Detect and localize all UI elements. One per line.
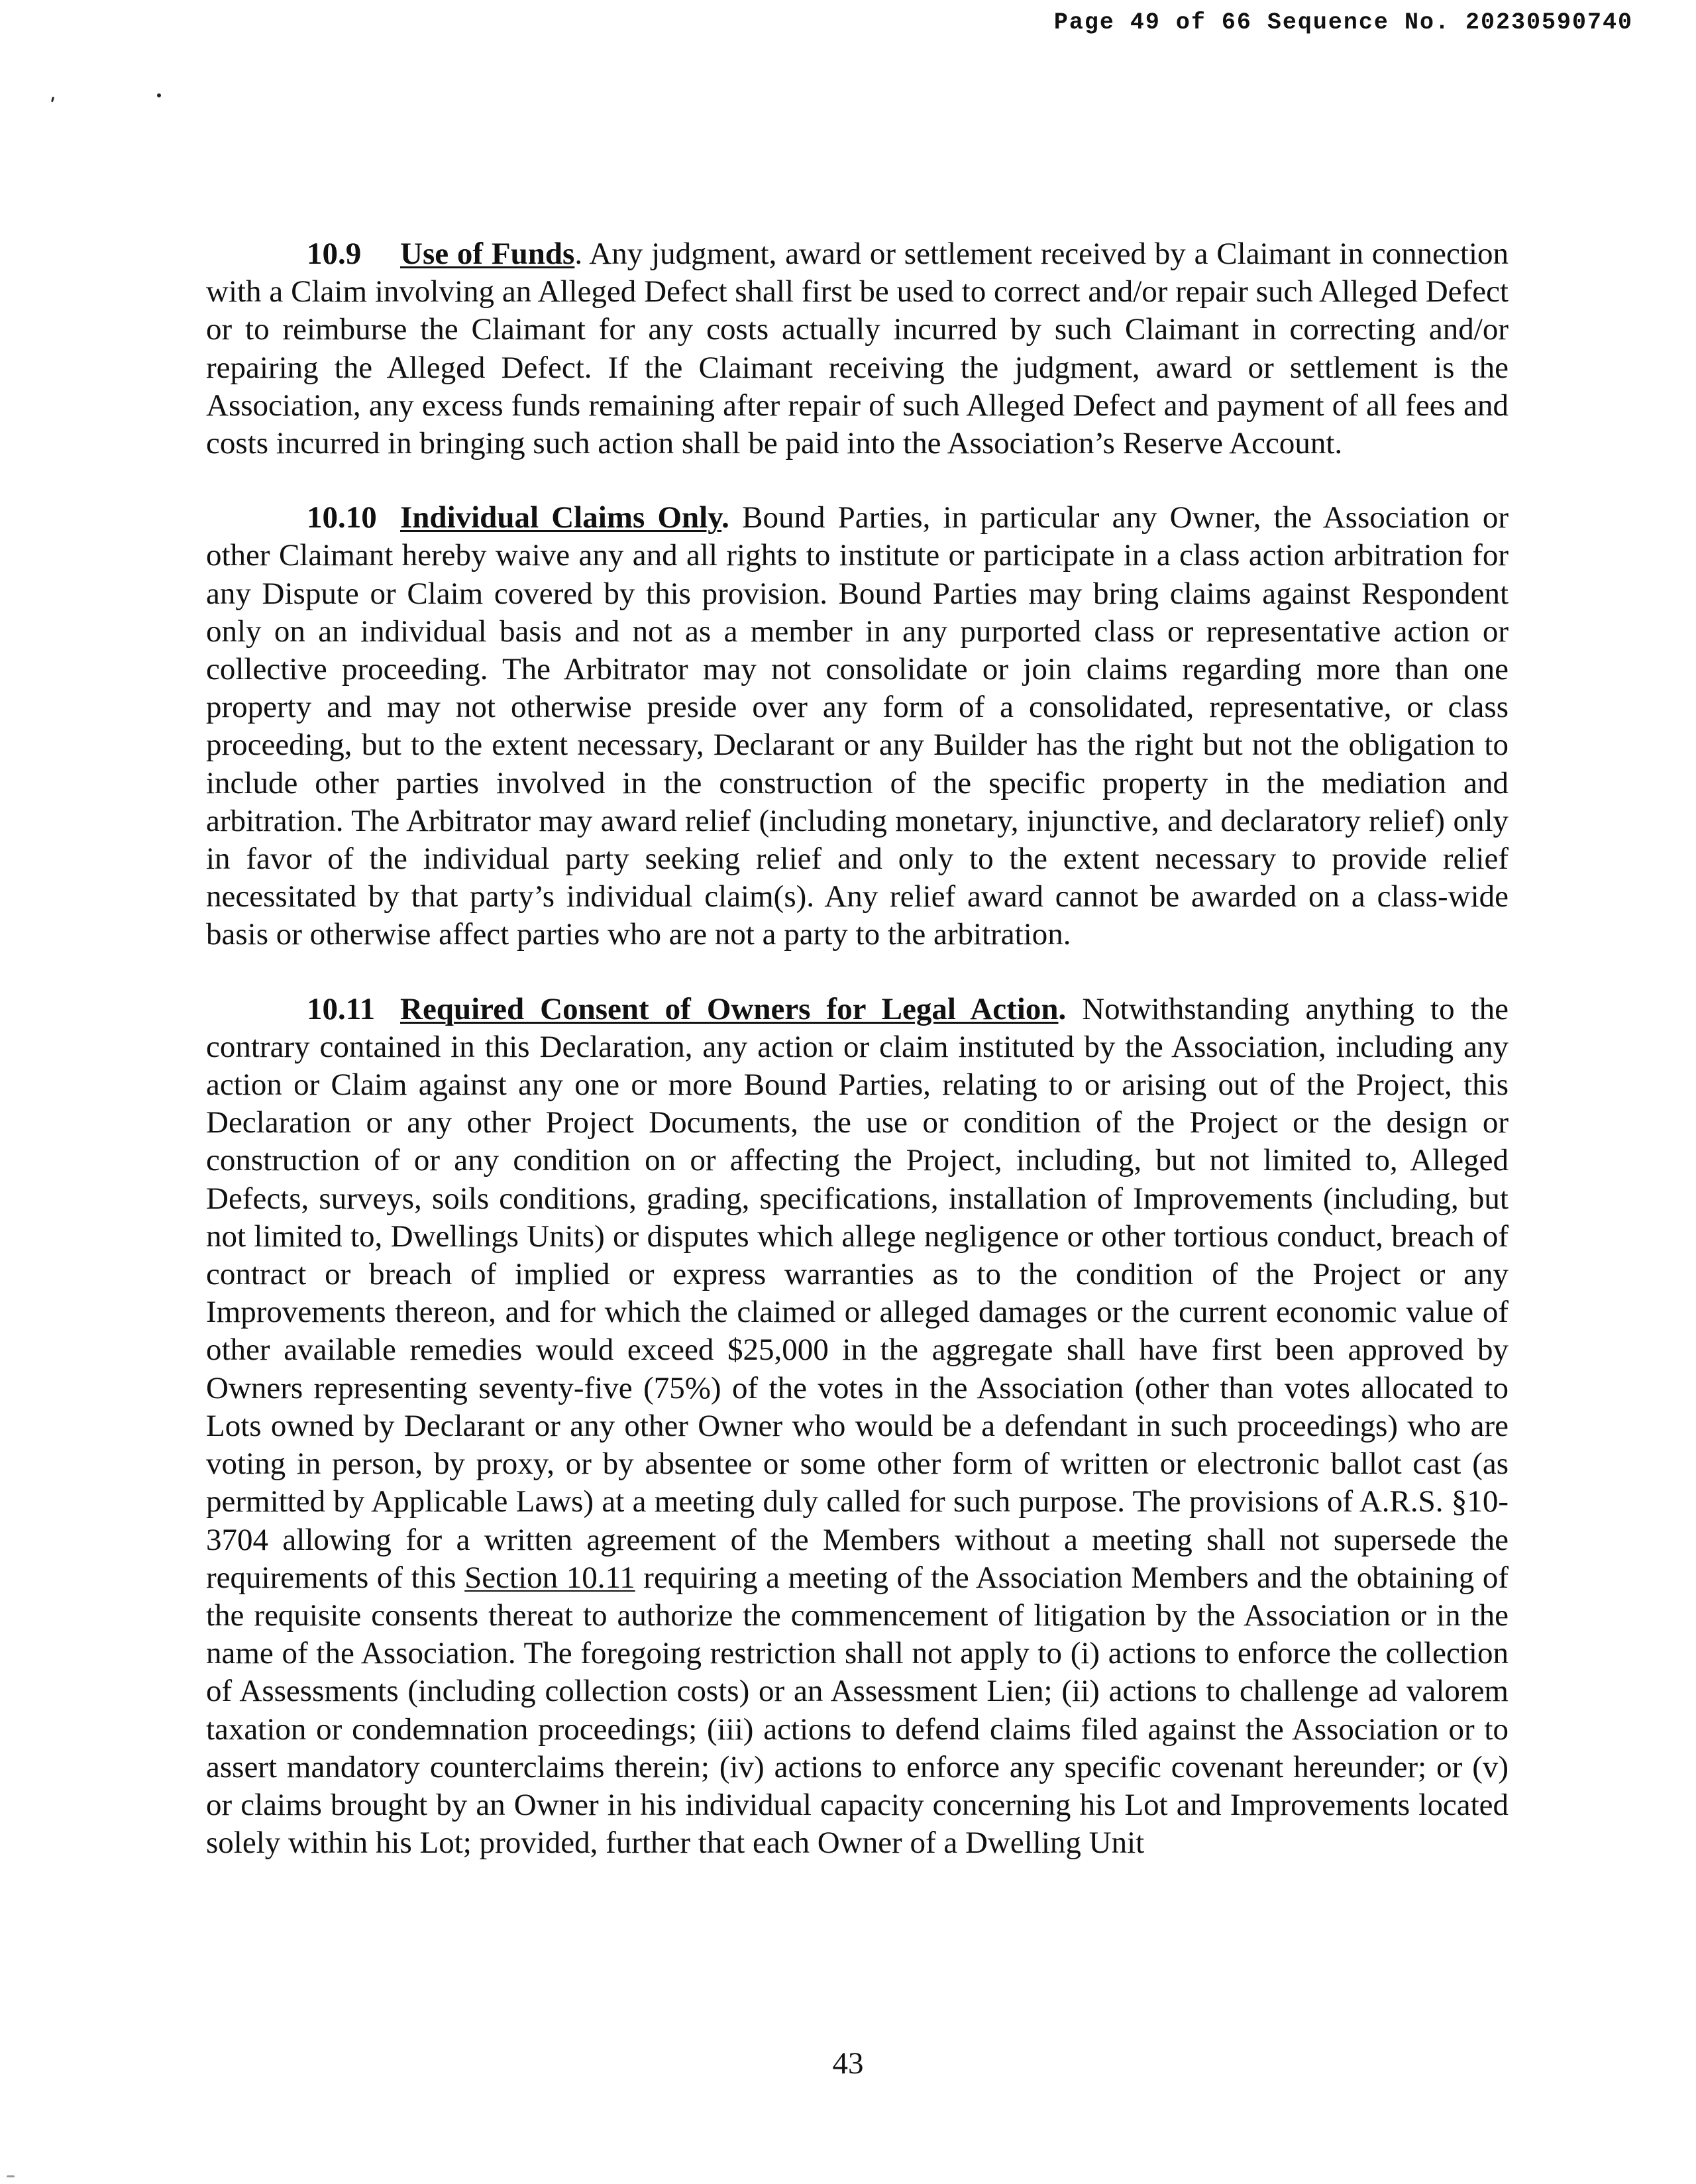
page-number: 43	[832, 2046, 864, 2081]
document-body	[206, 235, 1509, 1898]
section-title: Use of Funds	[400, 237, 575, 271]
section-title-end: .	[574, 237, 583, 271]
scan-speck	[157, 93, 161, 97]
section-title: Individual Claims Only	[400, 500, 722, 535]
section-title-end: .	[721, 500, 729, 535]
section-10-11	[206, 991, 1509, 1863]
section-10-9	[206, 235, 1509, 463]
section-number: 10.10	[307, 500, 377, 535]
section-title: Required Consent of Owners for Legal Action	[400, 991, 1059, 1026]
scan-speck	[51, 97, 54, 103]
section-10-10	[206, 499, 1509, 954]
scan-speck	[7, 2175, 15, 2177]
section-number: 10.9	[307, 237, 362, 271]
section-body: Bound Parties, in particular any Owner, the Association or other Claimant hereby waive any and all rights to institute or participate in a class action arbitration for any Dispute or Claim covered by this provision. Bound Parties may bring claims against Respondent only on an individual basis and not as a member in any purported class or representative action or collective proceeding. The Arbitrator may not consolidate or join claims regarding more than one property and may not otherwise preside over any form of a consolidated, representative, or class proceeding, but to the extent necessary, Declarant or any Builder has the right but not the obligation to include other parties involved in the construction of the specific property in the mediation and arbitration. The Arbitrator may award relief (including monetary, injunctive, and declaratory relief) only in favor of the individual party seeking relief and only to the extent necessary to provide relief necessitated by that party’s individual claim(s). Any relief award cannot be awarded on a class-wide basis or otherwise affect parties who are not a party to the arbitration.	[206, 500, 1509, 952]
section-body: Notwithstanding anything to the contrary contained in this Declaration, any action or claim instituted by the Association, including any action or Claim against any one or more Bound Parties, relating to or arising out of the Project, this Declaration or any other Project Documents, the use or condition of the Project or the design or construction of or any condition on or affecting the Project, including, but not limited to, Alleged Defects, surveys, soils conditions, grading, specifications, installation of Improvements (including, but not limited to, Dwellings Units) or disputes which allege negligence or other tortious conduct, breach of contract or breach of implied or express warranties as to the condition of the Project or any Improvements thereon, and for which the claimed or alleged damages or the current economic value of other available remedies would exceed $25,000 in the aggregate shall have first been approved by Owners representing seventy-five (75%) of the votes in the Association (other than votes allocated to Lots owned by Declarant or any other Owner who would be a defendant in such proceedings) who are voting in person, by proxy, or by absentee or some other form of written or electronic ballot cast (as permitted by Applicable Laws) at a meeting duly called for such purpose. The provisions of A.R.S. §10-3704 allowing for a written agreement of the Members without a meeting shall not supersede the requirements of this	[206, 991, 1509, 1595]
section-number: 10.11	[307, 991, 376, 1026]
page-header-sequence: Page 49 of 66 Sequence No. 20230590740	[1053, 9, 1633, 36]
section-body-continued: requiring a meeting of the Association Members and the obtaining of the requisite consents thereat to authorize the commencement of litigation by the Association or in the name of the Association. The foregoing restriction shall not apply to (i) actions to enforce the collection of Assessments (including collection costs) or an Assessment Lien; (ii) actions to challenge ad valorem taxation or condemnation proceedings; (iii) actions to defend claims filed against the Association or to assert mandatory counterclaims therein; (iv) actions to enforce any specific covenant hereunder; or (v) or claims brought by an Owner in his individual capacity concerning his Lot and Improvements located solely within his Lot; provided, further that each Owner of a Dwelling Unit	[206, 1560, 1509, 1861]
section-cross-reference: Section 10.11	[464, 1560, 635, 1595]
section-body: Any judgment, award or settlement received by a Claimant in connection with a Claim involving an Alleged Defect shall first be used to correct and/or repair such Alleged Defect or to reimburse the Claimant for any costs actually incurred by such Claimant in correcting and/or repairing the Alleged Defect. If the Claimant receiving the judgment, award or settlement is the Association, any excess funds remaining after repair of such Alleged Defect and payment of all fees and costs incurred in bringing such action shall be paid into the Association’s Reserve Account.	[206, 237, 1509, 461]
section-title-end: .	[1058, 991, 1067, 1026]
